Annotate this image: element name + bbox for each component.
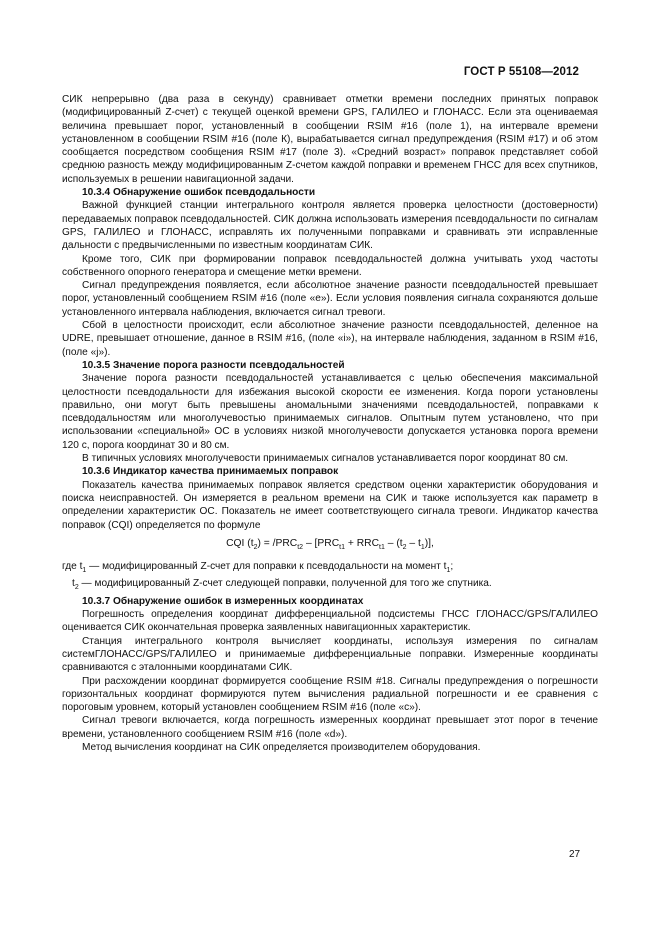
page-body — [62, 93, 598, 754]
formula-definition-t2: $t_2$ — модифицированный Z-счет следующей поправки, полученной для того же спутника. — [72, 578, 492, 592]
paragraph: Сбой в целостности происходит, если абсолютное значение разности псевдодальностей, деленное на UDRE, превышает отношение, данное в RSIM #16, (поле «i»), на интервале наблюдения, заданном в RSIM #16, (поле «j»). — [62, 320, 598, 358]
paragraph: СИК непрерывно (два раза в секунду) сравнивает отметки времени последних принятых поправок (модифицированный Z-счет) с текущей оценкой времени GPS, ГАЛИЛЕО и ГЛОНАСС. Если эта оцениваемая величина превышает порог, установленный в сообщении RSIM #16 (поле 1), на интервале времени установленном в сообщении RSIM #16 (поле К), вырабатывается сигнал предупреждения (RSIM #17) и об этом сообщается посредством сообщения RSIM #17 (поле 3). «Средний возраст» поправок представляет собой среднюю разность между модифицированным Z-счетом каждой поправки и временем ГНСС для всех спутников, используемых в решении навигационной задачи. — [62, 94, 598, 185]
paragraph: Сигнал предупреждения появляется, если абсолютное значение разности псевдодальностей превышает порог, установленный сообщением RSIM #16 (поле «е»). Если условия появления сигнала сохраняются дольше установленного интервала наблюдения, включается сигнал тревоги. — [62, 280, 598, 318]
section-heading-10-3-5: 10.3.5 Значение порога разности псевдодальностей — [82, 359, 345, 371]
formula-definition-t1: где $t_1$ — модифицированный Z-счет для поправки к псевдодальности на момент $t_1$; — [62, 561, 454, 575]
paragraph: Погрешность определения координат дифференциальной подсистемы ГНСС ГЛОНАСС/GPS/ГАЛИЛЕО оценивается СИК окончательная проверка заявленных навигационных характеристик. — [62, 609, 598, 634]
section-heading-10-3-7: 10.3.7 Обнаружение ошибок в измеренных координатах — [82, 595, 364, 607]
section-heading-10-3-6: 10.3.6 Индикатор качества принимаемых поправок — [82, 466, 339, 478]
paragraph: Сигнал тревоги включается, когда погрешность измеренных координат превышает этот порог в течение времени, установленного сообщением RSIM #16 (поле «d»). — [62, 715, 598, 740]
paragraph: Значение порога разности псевдодальностей устанавливается с целью обеспечения максимальной целостности псевдодальности для избежания высокой скорости ее изменения. Когда пороги установлены правильно, они могут быть превышены аномальными значениями псевдодальностей, поправками к псевдодальностям или многолучевостью принимаемых сигналов. Опытным путем установлено, что при использовании «специальной» ОС в условиях низкой многолучевости допускается установка порога времени 120 с, порога координат 30 и 80 см. — [62, 373, 598, 451]
paragraph: Показатель качества принимаемых поправок является средством оценки характеристик оборудования и поиска неисправностей. Он измеряется в реальном времени на СИК и также используется как параметр в определении характеристик ОС. Показатель не имеет соответствующего сигнала тревоги. Индикатор качества поправок (CQI) определяется по формуле — [62, 479, 598, 531]
cqi-formula: CQI $(t_2) = /PRC_{t2} - [PRC_{t1} + RRC_{t1} - (t_2 - t_1)]$, — [226, 537, 434, 551]
section-heading-10-3-4: 10.3.4 Обнаружение ошибок псевдодальности — [82, 187, 316, 199]
paragraph: Важной функцией станции интегрального контроля является проверка целостности (достоверности) передаваемых поправок псевдодальностей. СИК должна использовать измерения псевдодальности по сигналам GPS, ГАЛИЛЕО и ГЛОНАСС, исправлять их полученными поправками и сравнивать эти исправленные дальности с предвычисленными по известным координатам СИК. — [62, 200, 598, 252]
document-header: ГОСТ Р 55108—2012 — [463, 66, 579, 78]
paragraph: В типичных условиях многолучевости принимаемых сигналов устанавливается порог координат 80 см. — [82, 453, 569, 465]
paragraph: Станция интегрального контроля вычисляет координаты, используя измерения по сигналам системГЛОНАСС/GPS/ГАЛИЛЕО и принимаемые дифференциальные поправки. Измеренные координаты сравниваются с эталонными координатами СИК. — [62, 635, 598, 674]
paragraph: Метод вычисления координат на СИК определяется производителем оборудования. — [82, 742, 481, 754]
paragraph: Кроме того, СИК при формировании поправок псевдодальностей должна учитывать уход частоты собственного опорного генератора и смещение метки времени. — [62, 253, 598, 278]
page-number: 27 — [569, 849, 581, 860]
paragraph: При расхождении координат формируется сообщение RSIM #18. Сигналы предупреждения о погрешности горизонтальных координат формируются путем вычисления радиальной погрешности и ее сравнения с пороговым уровнем, который установлен сообщением RSIM #16 (поле «с»). — [62, 675, 598, 714]
